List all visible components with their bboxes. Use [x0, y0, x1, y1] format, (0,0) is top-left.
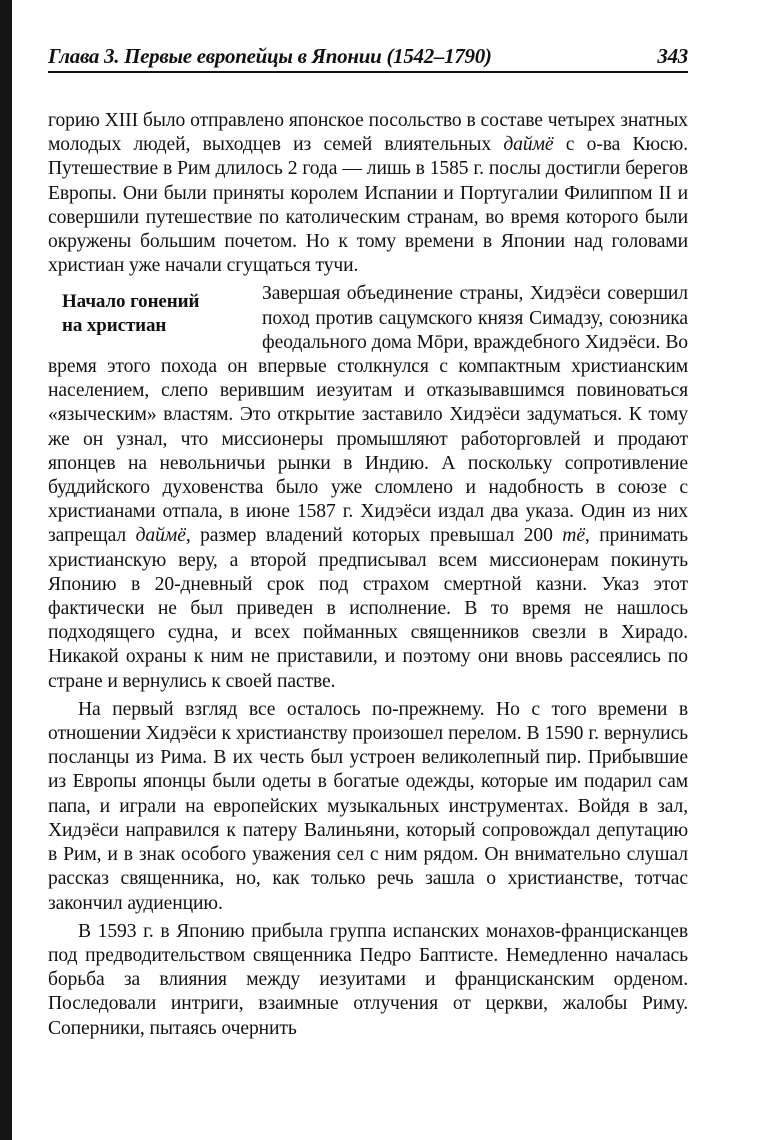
section-heading-line-2: на христиан [62, 315, 167, 337]
paragraph-3: На первый взгляд все осталось по-прежнему. Но с того времени в отношении Хидэёси к христианству произошел перелом. В 1590 г. вернулись посланцы из Рима. В их честь был устроен великолепный пир. Прибывшие из Европы японцы были одеты в богатые одежды, которые им подарил сам папа, и играли на европейских музыкальных инструментах. Войдя в зал, Хидэёси направился к патеру Валиньяни, который сопровождал депутацию в Рим, и в знак особого уважения сел с ним рядом. Он внимательно слушал рассказ священника, но, как только речь зашла о христианстве, тотчас закончил аудиенцию. [48, 698, 688, 914]
book-page [48, 44, 688, 1041]
paragraph-1-text-b: с о-ва Кюсю. Путешествие в Рим длилось 2 года — лишь в 1585 г. послы достигли берегов Европы. Они были приняты королем Испании и Португалии Филиппом II и совершили путешествие по католическим странам, во время которого были окружены большим почетом. Но к тому времени в Японии над головами христиан уже начали сгущаться тучи. [48, 134, 688, 277]
paragraph-4: В 1593 г. в Японию прибыла группа испанских монахов-францисканцев под предводительством священника Педро Баптисте. Немедленно началась борьба за влияния между иезуитами и францисканским орденом. Последовали интриги, взаимные отлучения от церкви, жалобы Риму. Соперники, пытаясь очернить [48, 920, 688, 1039]
chapter-title: Глава 3. Первые европейцы в Японии (1542–1790) [48, 44, 492, 68]
running-header [48, 44, 688, 73]
paragraph-2-text-c: , принимать христианскую веру, а второй предписывал всем миссионерам покинуть Японию в 20-дневный срок под страхом смертной казни. Указ этот фактически не был приведен в исполнение. В то время не нашлось подходящего судна, и всех пойманных священников свезли в Хирадо. Никакой охраны к ним не приставили, и поэтому они вновь рассеялись по стране и вернулись к своей пастве. [48, 525, 689, 692]
term-daimyo: даймё [503, 134, 554, 156]
term-daimyo-2: даймё [135, 525, 186, 547]
scan-edge-shadow [0, 0, 12, 1140]
section-persecution [48, 282, 688, 693]
page-body [48, 109, 688, 1041]
paragraph-1-text-a: горию XIII было отправлено японское посольство в составе четырех знатных молодых людей, выходцев из семей влиятельных [48, 110, 688, 156]
term-cho: тё [562, 525, 585, 547]
section-heading [62, 290, 252, 338]
section-heading-line-1: Начало гонений [62, 291, 200, 313]
paragraph-2-text-b: , размер владений которых превышал 200 [185, 525, 563, 547]
paragraph-2-text-a: Завершая объединение страны, Хидэёси совершил поход против сацумского князя Симадзу, союзника феодального дома Мōри, враждебного Хидэёси. Во время этого похода он впервые столкнулся с компактным христианским населением, слепо верившим иезуитам и отказывавшимся повиноваться «языческим» властям. Это открытие заставило Хидэёси задуматься. К тому же он узнал, что миссионеры промышляют работорговлей и продают японцев на невольничьи рынки в Индию. А поскольку сопротивление буддийского духовенства было уже сломлено и надобность в союзе с христианами отпала, в июне 1587 г. Хидэёси издал два указа. Один из них запрещал [48, 283, 688, 547]
paragraph-1 [48, 109, 688, 278]
paragraph-2 [48, 282, 688, 693]
page-number: 343 [657, 44, 688, 68]
